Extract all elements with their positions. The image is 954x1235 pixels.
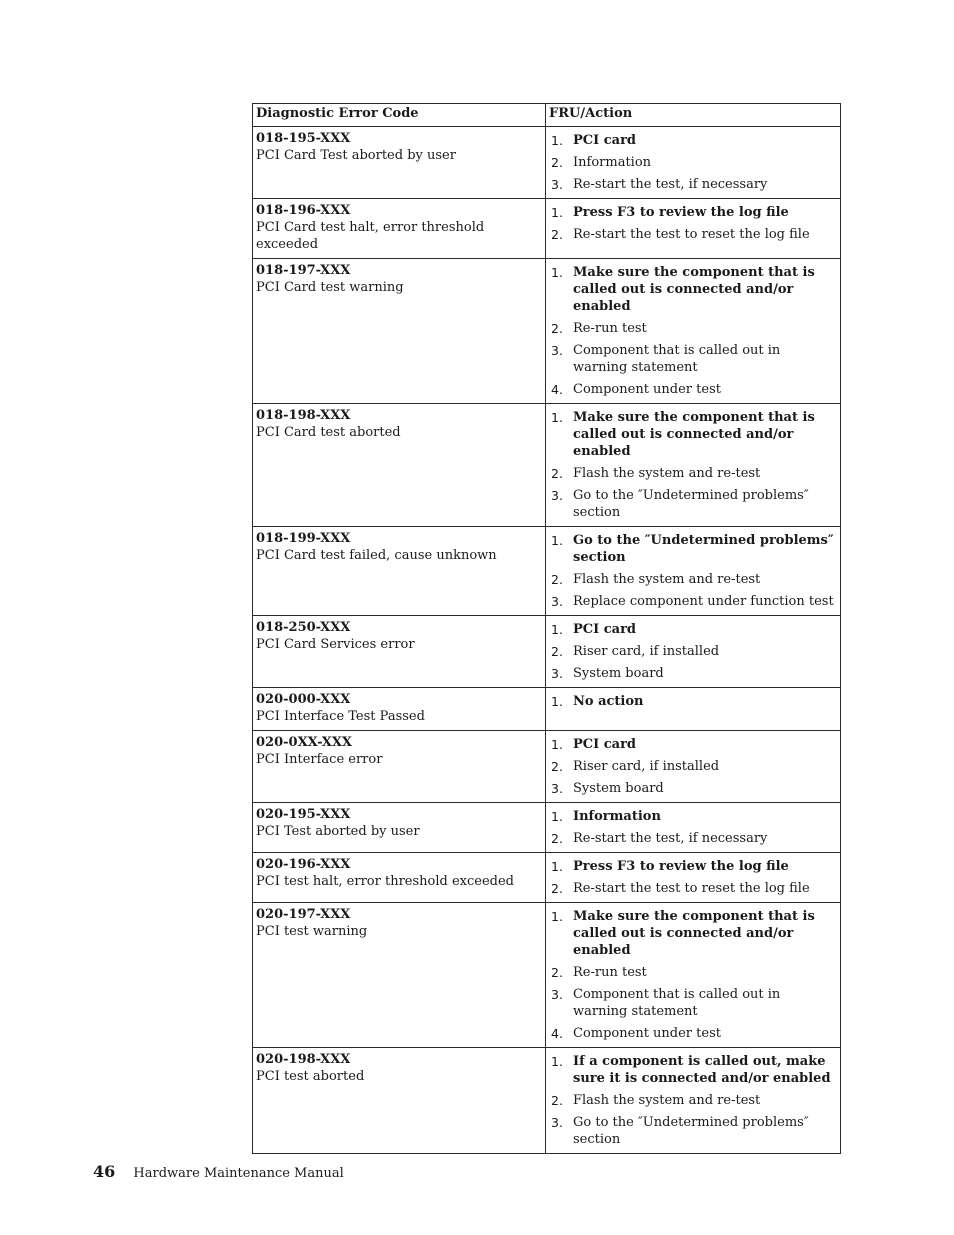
error-code-cell [253, 1048, 546, 1154]
table-row [253, 731, 841, 803]
action-number: 1. [551, 133, 563, 148]
action-text: Re-start the test, if necessary [573, 177, 768, 192]
error-code-cell [253, 903, 546, 1048]
action-text: PCI card [573, 622, 637, 637]
action-text: Make sure the component that is called out is connected and/or enabled [573, 909, 815, 958]
action-text: Press F3 to review the log file [573, 859, 789, 874]
error-code: 020-195-XXX [256, 807, 351, 822]
action-list [549, 736, 836, 797]
action-list [549, 409, 836, 521]
action-item [549, 226, 836, 243]
action-text: If a component is called out, make sure it is connected and/or enabled [573, 1054, 831, 1086]
error-description: PCI Card test aborted [256, 425, 401, 440]
error-code: 018-197-XXX [256, 263, 351, 278]
error-code: 018-250-XXX [256, 620, 351, 635]
error-code-cell [253, 731, 546, 803]
action-item [549, 621, 836, 638]
action-text: Make sure the component that is called out is connected and/or enabled [573, 410, 815, 459]
error-code: 018-198-XXX [256, 408, 351, 423]
page-footer [93, 1162, 344, 1181]
fru-action-cell [546, 404, 841, 527]
action-number: 3. [551, 343, 563, 358]
action-number: 3. [551, 488, 563, 503]
error-code: 020-196-XXX [256, 857, 351, 872]
table-header-row [253, 104, 841, 127]
action-number: 3. [551, 1115, 563, 1130]
action-number: 3. [551, 987, 563, 1002]
action-item [549, 1092, 836, 1109]
action-number: 3. [551, 666, 563, 681]
action-item [549, 409, 836, 460]
action-text: Replace component under function test [573, 594, 834, 609]
action-item [549, 1053, 836, 1087]
table-row [253, 903, 841, 1048]
fru-action-cell [546, 527, 841, 616]
action-number: 3. [551, 177, 563, 192]
action-text: Re-start the test, if necessary [573, 831, 768, 846]
action-item [549, 320, 836, 337]
action-text: Component under test [573, 1026, 721, 1041]
error-code: 018-196-XXX [256, 203, 351, 218]
action-list [549, 264, 836, 398]
action-list [549, 132, 836, 193]
action-number: 2. [551, 572, 563, 587]
action-text: Riser card, if installed [573, 759, 720, 774]
action-text: Component that is called out in warning statement [573, 343, 781, 375]
error-description: PCI test aborted [256, 1069, 365, 1084]
action-item [549, 487, 836, 521]
action-list [549, 204, 836, 243]
error-code-cell [253, 259, 546, 404]
action-number: 2. [551, 466, 563, 481]
action-item [549, 643, 836, 660]
table-row [253, 259, 841, 404]
action-number: 4. [551, 382, 563, 397]
action-number: 1. [551, 694, 563, 709]
action-item [549, 858, 836, 875]
action-text: Flash the system and re-test [573, 572, 761, 587]
action-number: 2. [551, 1093, 563, 1108]
error-code-cell [253, 616, 546, 688]
fru-action-cell [546, 853, 841, 903]
action-list [549, 858, 836, 897]
table-row [253, 616, 841, 688]
action-text: Riser card, if installed [573, 644, 720, 659]
action-number: 3. [551, 781, 563, 796]
fru-action-cell [546, 803, 841, 853]
table-row [253, 199, 841, 259]
action-item [549, 1114, 836, 1148]
fru-action-cell [546, 259, 841, 404]
action-text: Flash the system and re-test [573, 466, 761, 481]
action-list [549, 1053, 836, 1148]
action-item [549, 880, 836, 897]
error-code-cell [253, 404, 546, 527]
action-item [549, 693, 836, 710]
action-text: PCI card [573, 737, 637, 752]
action-item [549, 908, 836, 959]
action-item [549, 665, 836, 682]
action-number: 1. [551, 737, 563, 752]
action-text: Go to the ″Undetermined problems″ section [573, 1115, 809, 1147]
manual-title: Hardware Maintenance Manual [133, 1166, 344, 1181]
action-number: 1. [551, 859, 563, 874]
page-number: 46 [93, 1162, 116, 1181]
action-item [549, 176, 836, 193]
action-item [549, 736, 836, 753]
diagnostic-error-table [252, 103, 841, 1154]
error-code-cell [253, 527, 546, 616]
error-description: PCI Interface error [256, 752, 383, 767]
action-item [549, 264, 836, 315]
action-text: Re-start the test to reset the log file [573, 881, 810, 896]
fru-action-cell [546, 903, 841, 1048]
action-text: No action [573, 694, 644, 709]
table-row [253, 527, 841, 616]
action-item [549, 132, 836, 149]
action-number: 1. [551, 410, 563, 425]
action-number: 1. [551, 909, 563, 924]
table-row [253, 688, 841, 731]
action-number: 3. [551, 594, 563, 609]
action-number: 2. [551, 881, 563, 896]
action-item [549, 342, 836, 376]
table-row [253, 127, 841, 199]
error-description: PCI Interface Test Passed [256, 709, 425, 724]
action-list [549, 532, 836, 610]
action-text: Press F3 to review the log file [573, 205, 789, 220]
action-number: 1. [551, 809, 563, 824]
action-text: Re-start the test to reset the log file [573, 227, 810, 242]
error-description: PCI Card test failed, cause unknown [256, 548, 497, 563]
action-item [549, 758, 836, 775]
action-item [549, 593, 836, 610]
error-code: 018-199-XXX [256, 531, 351, 546]
error-code: 020-198-XXX [256, 1052, 351, 1067]
action-text: Information [573, 155, 652, 170]
error-code: 020-000-XXX [256, 692, 351, 707]
action-text: Make sure the component that is called out is connected and/or enabled [573, 265, 815, 314]
action-number: 1. [551, 622, 563, 637]
action-number: 1. [551, 533, 563, 548]
action-item [549, 1025, 836, 1042]
error-code-cell [253, 803, 546, 853]
error-code-cell [253, 853, 546, 903]
action-text: Go to the ″Undetermined problems″ section [573, 533, 834, 565]
error-description: PCI Card Test aborted by user [256, 148, 456, 163]
action-text: Information [573, 809, 661, 824]
error-code: 020-0XX-XXX [256, 735, 352, 750]
error-code-cell [253, 127, 546, 199]
error-description: PCI Card test warning [256, 280, 404, 295]
fru-action-cell [546, 199, 841, 259]
table-row [253, 853, 841, 903]
action-text: System board [573, 781, 664, 796]
error-code: 018-195-XXX [256, 131, 351, 146]
fru-action-cell [546, 688, 841, 731]
action-number: 1. [551, 1054, 563, 1069]
table-row [253, 803, 841, 853]
action-item [549, 964, 836, 981]
action-number: 2. [551, 644, 563, 659]
table-body [253, 127, 841, 1154]
action-text: Re-run test [573, 965, 647, 980]
action-item [549, 808, 836, 825]
fru-action-cell [546, 616, 841, 688]
action-list [549, 621, 836, 682]
action-text: Component that is called out in warning statement [573, 987, 781, 1019]
action-number: 2. [551, 321, 563, 336]
header-fru-action: FRU/Action [546, 104, 841, 127]
fru-action-cell [546, 127, 841, 199]
action-text: System board [573, 666, 664, 681]
action-item [549, 204, 836, 221]
action-text: Re-run test [573, 321, 647, 336]
action-item [549, 780, 836, 797]
action-number: 2. [551, 759, 563, 774]
action-item [549, 532, 836, 566]
action-number: 2. [551, 965, 563, 980]
fru-action-cell [546, 731, 841, 803]
action-number: 1. [551, 265, 563, 280]
error-description: PCI test halt, error threshold exceeded [256, 874, 514, 889]
action-number: 2. [551, 227, 563, 242]
action-text: Flash the system and re-test [573, 1093, 761, 1108]
action-text: PCI card [573, 133, 637, 148]
error-description: PCI test warning [256, 924, 368, 939]
action-text: Go to the ″Undetermined problems″ section [573, 488, 809, 520]
action-item [549, 571, 836, 588]
error-code-cell [253, 688, 546, 731]
action-list [549, 908, 836, 1042]
error-description: PCI Card Services error [256, 637, 415, 652]
action-list [549, 808, 836, 847]
action-item [549, 986, 836, 1020]
error-description: PCI Test aborted by user [256, 824, 420, 839]
action-item [549, 381, 836, 398]
action-item [549, 465, 836, 482]
action-text: Component under test [573, 382, 721, 397]
action-number: 1. [551, 205, 563, 220]
action-item [549, 154, 836, 171]
action-number: 4. [551, 1026, 563, 1041]
action-list [549, 693, 836, 710]
error-description: PCI Card test halt, error threshold exceeded [256, 220, 485, 252]
error-code: 020-197-XXX [256, 907, 351, 922]
fru-action-cell [546, 1048, 841, 1154]
table-row [253, 404, 841, 527]
action-number: 2. [551, 155, 563, 170]
action-item [549, 830, 836, 847]
table-row [253, 1048, 841, 1154]
error-code-cell [253, 199, 546, 259]
action-number: 2. [551, 831, 563, 846]
header-diagnostic-error-code: Diagnostic Error Code [253, 104, 546, 127]
